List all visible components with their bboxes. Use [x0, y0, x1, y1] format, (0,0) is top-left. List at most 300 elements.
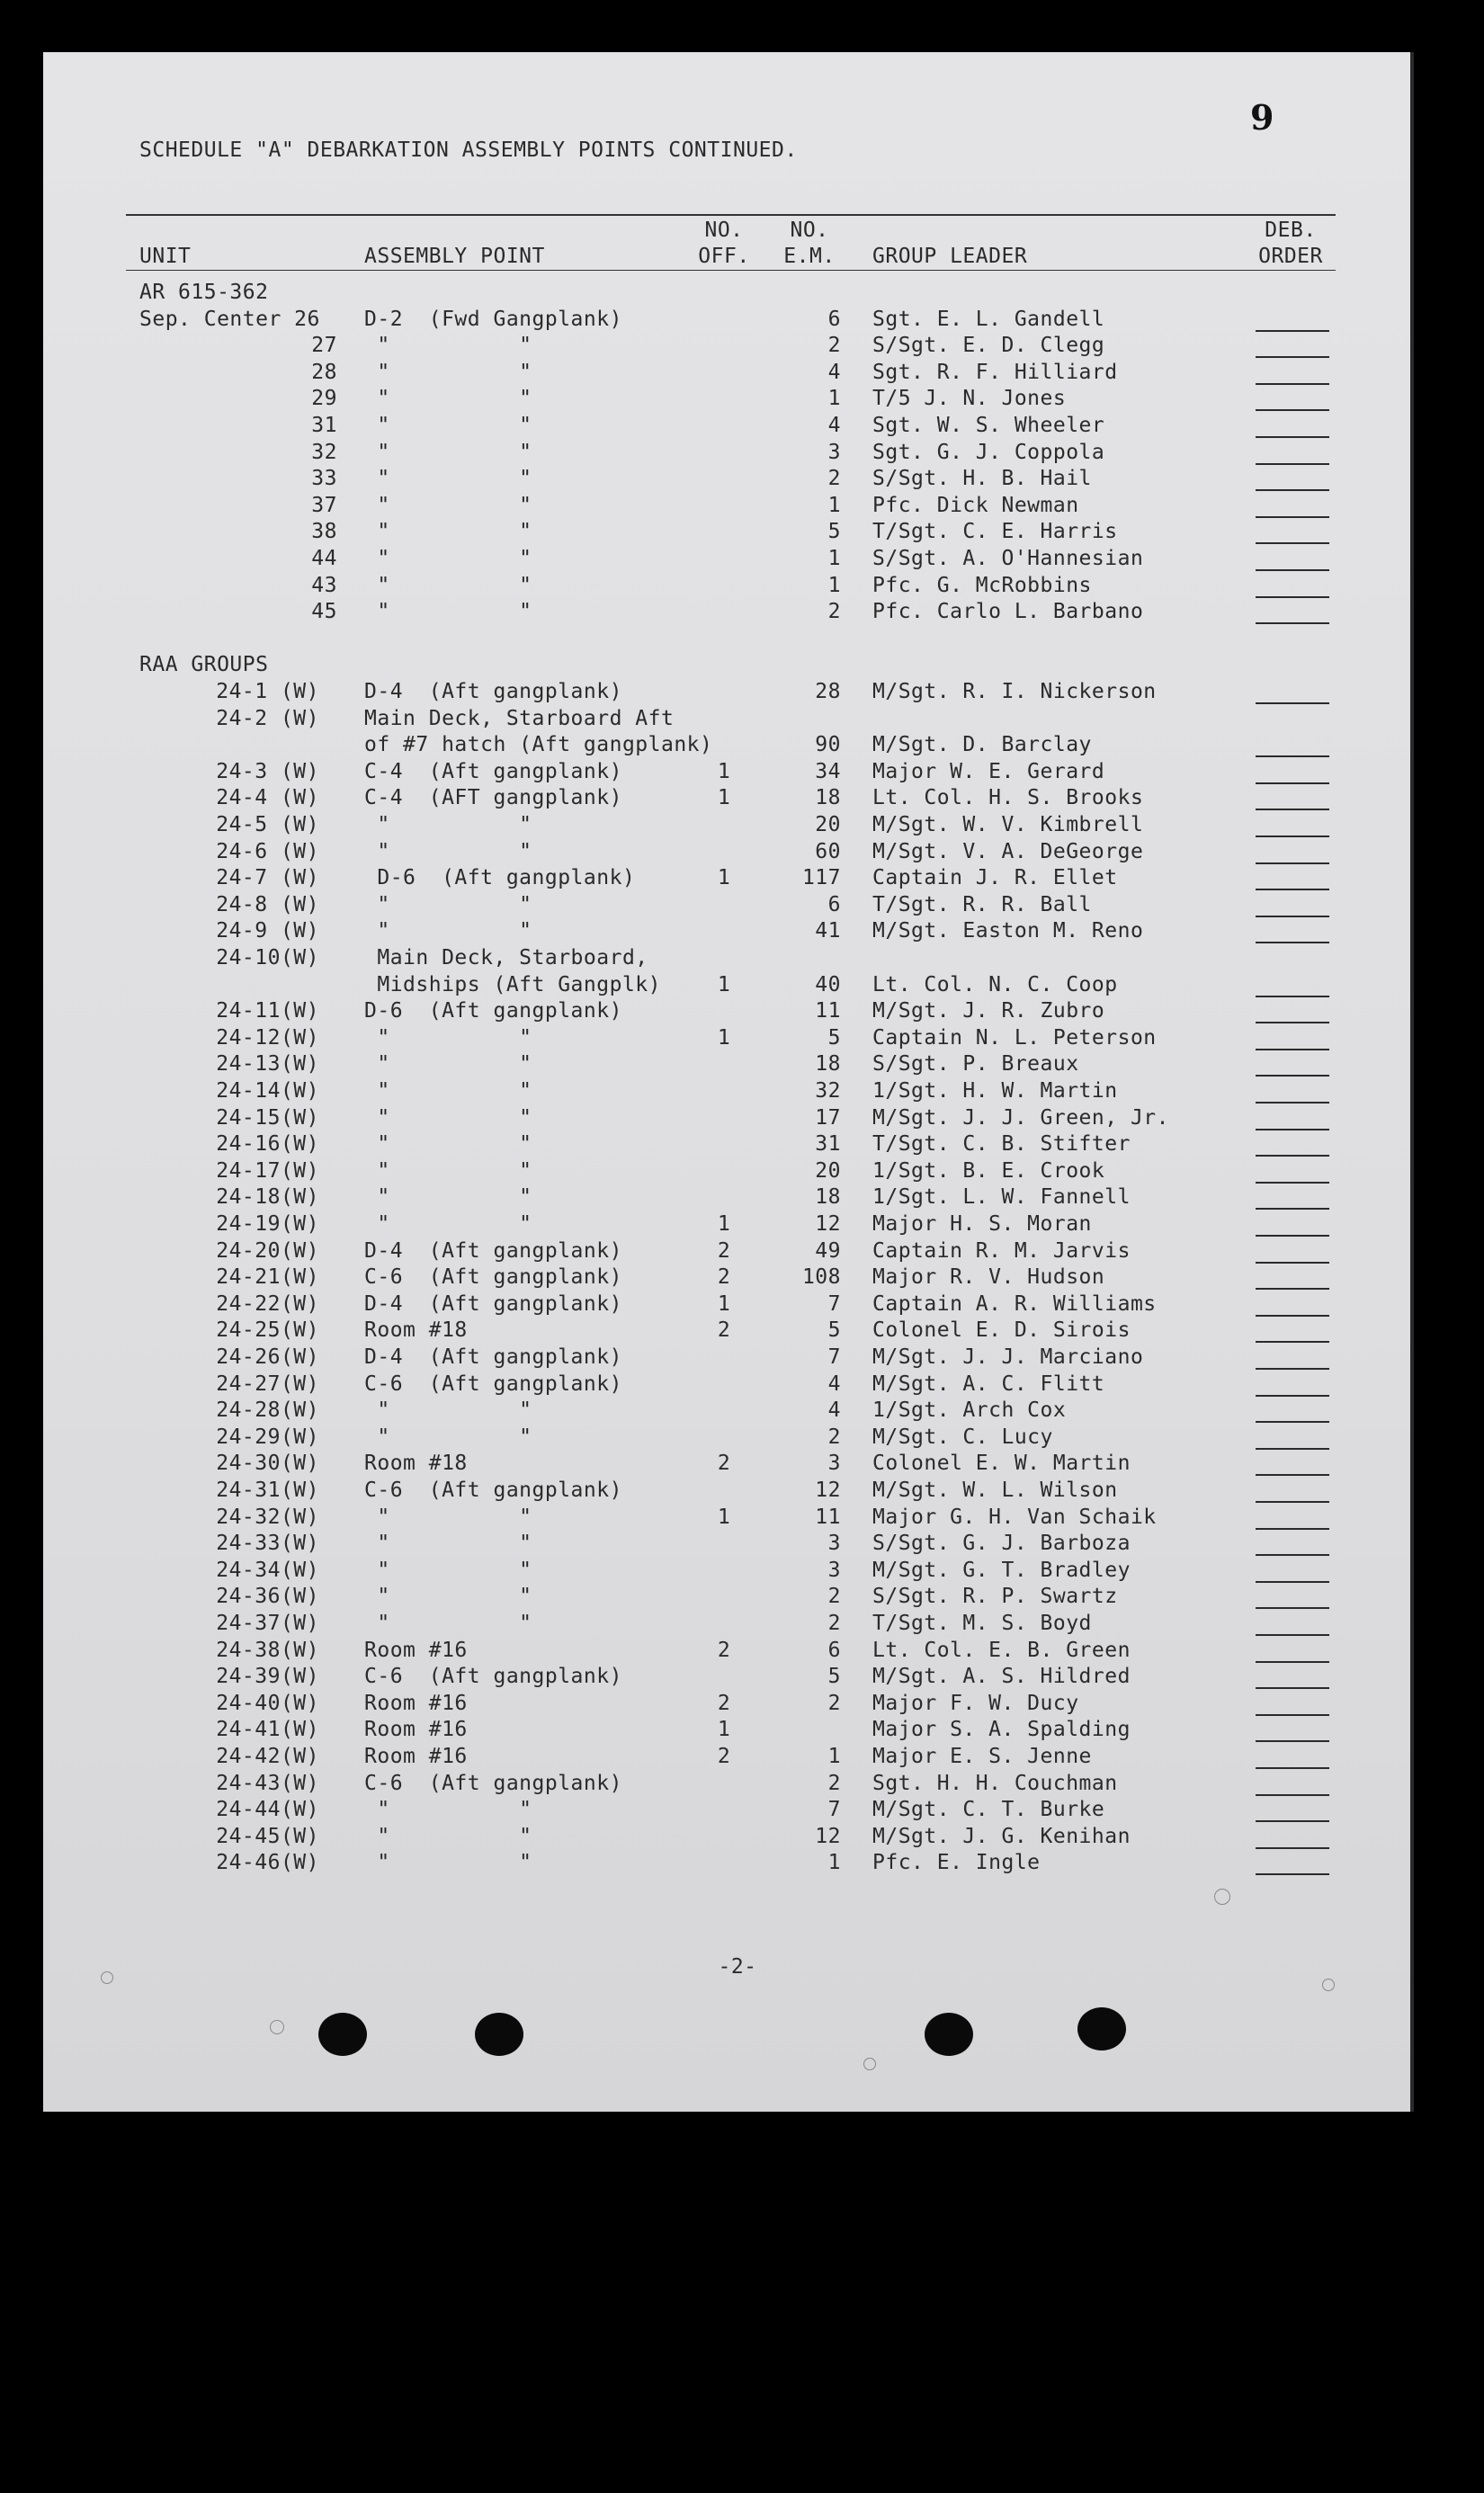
footer-page-number: -2-: [718, 1955, 757, 1979]
enlisted-count-cell: 1: [827, 387, 841, 410]
debarkation-order-blank: [1256, 622, 1329, 624]
assembly-point-cell: " ": [364, 919, 532, 943]
debarkation-order-blank: [1256, 1208, 1329, 1210]
assembly-point-cell: " ": [364, 467, 532, 490]
assembly-point-cell: " ": [364, 840, 532, 863]
debarkation-order-blank: [1256, 1235, 1329, 1237]
unit-cell: 24-13(W): [216, 1052, 319, 1076]
unit-cell: 24-45(W): [216, 1825, 319, 1848]
assembly-point-cell: D-4 (Aft gangplank): [364, 1239, 622, 1263]
unit-cell: AR 615-362: [139, 281, 269, 304]
group-leader-cell: 1/Sgt. Arch Cox: [872, 1398, 1067, 1422]
group-leader-cell: Captain A. R. Williams: [872, 1292, 1157, 1316]
debarkation-order-blank: [1256, 1661, 1329, 1663]
assembly-point-cell: C-6 (Aft gangplank): [364, 1265, 622, 1289]
officers-count-cell: 2: [717, 1639, 731, 1662]
unit-cell: 24-2 (W): [216, 707, 319, 730]
unit-cell: 24-12(W): [216, 1026, 319, 1050]
enlisted-count-cell: 6: [827, 1639, 841, 1662]
assembly-point-cell: D-2 (Fwd Gangplank): [364, 308, 622, 331]
debarkation-order-blank: [1256, 1421, 1329, 1423]
unit-cell: 24-40(W): [216, 1692, 319, 1715]
debarkation-order-blank: [1256, 835, 1329, 837]
unit-cell: 24-30(W): [216, 1452, 319, 1475]
header-top-rule: [126, 214, 1336, 216]
enlisted-count-cell: 4: [827, 1372, 841, 1396]
officers-count-cell: 2: [717, 1745, 731, 1768]
unit-cell: 24-34(W): [216, 1559, 319, 1582]
assembly-point-cell: D-4 (Aft gangplank): [364, 1345, 622, 1369]
assembly-point-cell: " ": [364, 1612, 532, 1635]
debarkation-order-blank: [1256, 1740, 1329, 1742]
group-leader-cell: M/Sgt. R. I. Nickerson: [872, 680, 1157, 703]
punch-hole: [318, 2013, 367, 2056]
header-unit: UNIT: [139, 245, 192, 268]
debarkation-order-blank: [1256, 1873, 1329, 1875]
enlisted-count-cell: 3: [827, 1532, 841, 1555]
unit-cell: 24-11(W): [216, 999, 319, 1023]
group-leader-cell: S/Sgt. H. B. Hail: [872, 467, 1092, 490]
group-leader-cell: Major W. E. Gerard: [872, 760, 1105, 783]
unit-cell: 24-39(W): [216, 1665, 319, 1688]
debarkation-order-blank: [1256, 1767, 1329, 1769]
enlisted-count-cell: 20: [815, 1159, 841, 1183]
assembly-point-cell: " ": [364, 334, 532, 357]
enlisted-count-cell: 90: [815, 733, 841, 756]
assembly-point-cell: " ": [364, 1506, 532, 1529]
unit-cell: 29: [311, 387, 337, 410]
group-leader-cell: 1/Sgt. B. E. Crook: [872, 1159, 1105, 1183]
unit-cell: 44: [311, 547, 337, 570]
unit-cell: 37: [311, 494, 337, 517]
group-leader-cell: Colonel E. D. Sirois: [872, 1318, 1131, 1342]
enlisted-count-cell: 2: [827, 334, 841, 357]
assembly-point-cell: C-6 (Aft gangplank): [364, 1479, 622, 1502]
enlisted-count-cell: 2: [827, 1692, 841, 1715]
officers-count-cell: 2: [717, 1692, 731, 1715]
debarkation-order-blank: [1256, 1102, 1329, 1104]
debarkation-order-blank: [1256, 1341, 1329, 1343]
debarkation-order-blank: [1256, 383, 1329, 385]
assembly-point-cell: C-6 (Aft gangplank): [364, 1665, 622, 1688]
group-leader-cell: Major R. V. Hudson: [872, 1265, 1105, 1289]
enlisted-count-cell: 5: [827, 1026, 841, 1050]
assembly-point-cell: " ": [364, 547, 532, 570]
group-leader-cell: M/Sgt. V. A. DeGeorge: [872, 840, 1144, 863]
assembly-point-cell: of #7 hatch (Aft gangplank): [364, 733, 713, 756]
enlisted-count-cell: 34: [815, 760, 841, 783]
assembly-point-cell: Room #16: [364, 1639, 468, 1662]
assembly-point-cell: Room #18: [364, 1452, 468, 1475]
enlisted-count-cell: 6: [827, 893, 841, 916]
officers-count-cell: 1: [717, 760, 731, 783]
enlisted-count-cell: 31: [815, 1132, 841, 1156]
unit-cell: 24-18(W): [216, 1185, 319, 1209]
assembly-point-cell: C-4 (Aft gangplank): [364, 760, 622, 783]
group-leader-cell: Sgt. E. L. Gandell: [872, 308, 1105, 331]
assembly-point-cell: " ": [364, 494, 532, 517]
punch-hole: [1077, 2007, 1126, 2051]
debarkation-order-blank: [1256, 702, 1329, 704]
unit-cell: 24-32(W): [216, 1506, 319, 1529]
enlisted-count-cell: 2: [827, 1772, 841, 1795]
enlisted-count-cell: 18: [815, 786, 841, 809]
assembly-point-cell: " ": [364, 1052, 532, 1076]
assembly-point-cell: D-6 (Aft gangplank): [364, 866, 636, 889]
assembly-point-cell: " ": [364, 1851, 532, 1874]
enlisted-count-cell: 18: [815, 1185, 841, 1209]
enlisted-count-cell: 20: [815, 813, 841, 836]
enlisted-count-cell: 5: [827, 1665, 841, 1688]
debarkation-order-blank: [1256, 1820, 1329, 1822]
debarkation-order-blank: [1256, 1714, 1329, 1716]
unit-cell: 24-28(W): [216, 1398, 319, 1422]
group-leader-cell: M/Sgt. W. L. Wilson: [872, 1479, 1118, 1502]
enlisted-count-cell: 18: [815, 1052, 841, 1076]
assembly-point-cell: D-4 (Aft gangplank): [364, 1292, 622, 1316]
enlisted-count-cell: 1: [827, 547, 841, 570]
debarkation-order-blank: [1256, 1262, 1329, 1264]
officers-count-cell: 1: [717, 866, 731, 889]
punch-hole: [925, 2013, 973, 2056]
unit-cell: 24-6 (W): [216, 840, 319, 863]
unit-cell: 43: [311, 574, 337, 597]
speck: [863, 2058, 876, 2070]
group-leader-cell: M/Sgt. J. R. Zubro: [872, 999, 1105, 1023]
debarkation-order-blank: [1256, 1049, 1329, 1050]
speck: [101, 1971, 113, 1984]
unit-cell: 38: [311, 520, 337, 543]
header-deb-bottom: ORDER: [1258, 245, 1323, 268]
debarkation-order-blank: [1256, 755, 1329, 757]
enlisted-count-cell: 12: [815, 1825, 841, 1848]
unit-cell: 24-9 (W): [216, 919, 319, 943]
group-leader-cell: 1/Sgt. H. W. Martin: [872, 1079, 1118, 1103]
debarkation-order-blank: [1256, 463, 1329, 465]
header-no-off-bottom: OFF.: [698, 245, 750, 268]
enlisted-count-cell: 17: [815, 1106, 841, 1130]
group-leader-cell: T/Sgt. C. B. Stifter: [872, 1132, 1131, 1156]
header-no-em-top: NO.: [790, 219, 829, 242]
assembly-point-cell: " ": [364, 520, 532, 543]
debarkation-order-blank: [1256, 1288, 1329, 1290]
unit-cell: 24-3 (W): [216, 760, 319, 783]
officers-count-cell: 1: [717, 1026, 731, 1050]
group-leader-cell: T/5 J. N. Jones: [872, 387, 1067, 410]
officers-count-cell: 1: [717, 1212, 731, 1236]
debarkation-order-blank: [1256, 1395, 1329, 1397]
debarkation-order-blank: [1256, 1474, 1329, 1476]
enlisted-count-cell: 2: [827, 467, 841, 490]
group-leader-cell: Pfc. Dick Newman: [872, 494, 1079, 517]
group-leader-cell: Lt. Col. H. S. Brooks: [872, 786, 1144, 809]
debarkation-order-blank: [1256, 489, 1329, 491]
assembly-point-cell: D-6 (Aft gangplank): [364, 999, 622, 1023]
unit-cell: 24-43(W): [216, 1772, 319, 1795]
debarkation-order-blank: [1256, 1581, 1329, 1583]
debarkation-order-blank: [1256, 596, 1329, 598]
enlisted-count-cell: 1: [827, 574, 841, 597]
assembly-point-cell: " ": [364, 414, 532, 437]
group-leader-cell: Lt. Col. N. C. Coop: [872, 973, 1118, 996]
enlisted-count-cell: 4: [827, 361, 841, 384]
enlisted-count-cell: 7: [827, 1345, 841, 1369]
enlisted-count-cell: 1: [827, 1745, 841, 1768]
enlisted-count-cell: 12: [815, 1212, 841, 1236]
enlisted-count-cell: 1: [827, 494, 841, 517]
group-leader-cell: Colonel E. W. Martin: [872, 1452, 1131, 1475]
debarkation-order-blank: [1256, 782, 1329, 784]
unit-cell: 24-15(W): [216, 1106, 319, 1130]
group-leader-cell: S/Sgt. A. O'Hannesian: [872, 547, 1144, 570]
debarkation-order-blank: [1256, 889, 1329, 890]
debarkation-order-blank: [1256, 1847, 1329, 1849]
unit-cell: 24-5 (W): [216, 813, 319, 836]
header-deb-top: DEB.: [1265, 219, 1317, 242]
unit-cell: 24-17(W): [216, 1159, 319, 1183]
group-leader-cell: Major S. A. Spalding: [872, 1718, 1131, 1741]
debarkation-order-blank: [1256, 1448, 1329, 1450]
officers-count-cell: 1: [717, 973, 731, 996]
debarkation-order-blank: [1256, 436, 1329, 438]
unit-cell: 24-36(W): [216, 1585, 319, 1608]
assembly-point-cell: " ": [364, 600, 532, 623]
unit-cell: 24-20(W): [216, 1239, 319, 1263]
group-leader-cell: Sgt. R. F. Hilliard: [872, 361, 1118, 384]
assembly-point-cell: " ": [364, 1106, 532, 1130]
enlisted-count-cell: 60: [815, 840, 841, 863]
assembly-point-cell: Midships (Aft Gangplk): [364, 973, 661, 996]
unit-cell: 24-10(W): [216, 946, 319, 970]
group-leader-cell: Major F. W. Ducy: [872, 1692, 1079, 1715]
enlisted-count-cell: 49: [815, 1239, 841, 1263]
debarkation-order-blank: [1256, 1528, 1329, 1530]
header-bottom-rule: [126, 270, 1336, 271]
enlisted-count-cell: 11: [815, 1506, 841, 1529]
enlisted-count-cell: 2: [827, 1425, 841, 1449]
debarkation-order-blank: [1256, 542, 1329, 544]
officers-count-cell: 1: [717, 1292, 731, 1316]
unit-cell: 24-14(W): [216, 1079, 319, 1103]
enlisted-count-cell: 1: [827, 1851, 841, 1874]
header-no-em-bottom: E.M.: [783, 245, 836, 268]
group-leader-cell: M/Sgt. A. C. Flitt: [872, 1372, 1105, 1396]
unit-cell: 24-37(W): [216, 1612, 319, 1635]
unit-cell: 24-41(W): [216, 1718, 319, 1741]
debarkation-order-blank: [1256, 1129, 1329, 1130]
officers-count-cell: 2: [717, 1239, 731, 1263]
assembly-point-cell: " ": [364, 813, 532, 836]
assembly-point-cell: " ": [364, 893, 532, 916]
assembly-point-cell: Room #16: [364, 1745, 468, 1768]
group-leader-cell: M/Sgt. J. J. Marciano: [872, 1345, 1144, 1369]
unit-cell: 27: [311, 334, 337, 357]
enlisted-count-cell: 2: [827, 1612, 841, 1635]
punch-hole: [475, 2013, 523, 2056]
group-leader-cell: T/Sgt. C. E. Harris: [872, 520, 1118, 543]
officers-count-cell: 1: [717, 1506, 731, 1529]
group-leader-cell: Pfc. Carlo L. Barbano: [872, 600, 1144, 623]
group-leader-cell: Captain R. M. Jarvis: [872, 1239, 1131, 1263]
assembly-point-cell: " ": [364, 1212, 532, 1236]
debarkation-order-blank: [1256, 1794, 1329, 1796]
speck: [1214, 1889, 1230, 1905]
enlisted-count-cell: 4: [827, 414, 841, 437]
unit-cell: 24-4 (W): [216, 786, 319, 809]
debarkation-order-blank: [1256, 1075, 1329, 1077]
enlisted-count-cell: 28: [815, 680, 841, 703]
header-no-off-top: NO.: [704, 219, 744, 242]
officers-count-cell: 1: [717, 786, 731, 809]
debarkation-order-blank: [1256, 1155, 1329, 1157]
group-leader-cell: T/Sgt. M. S. Boyd: [872, 1612, 1092, 1635]
assembly-point-cell: " ": [364, 1132, 532, 1156]
unit-cell: RAA GROUPS: [139, 653, 269, 676]
assembly-point-cell: Room #18: [364, 1318, 468, 1342]
debarkation-order-blank: [1256, 942, 1329, 943]
unit-cell: 24-46(W): [216, 1851, 319, 1874]
group-leader-cell: T/Sgt. R. R. Ball: [872, 893, 1092, 916]
unit-cell: 24-27(W): [216, 1372, 319, 1396]
assembly-point-cell: " ": [364, 1425, 532, 1449]
enlisted-count-cell: 2: [827, 600, 841, 623]
unit-cell: 24-44(W): [216, 1798, 319, 1821]
unit-cell: 24-21(W): [216, 1265, 319, 1289]
debarkation-order-blank: [1256, 1501, 1329, 1503]
unit-cell: 24-25(W): [216, 1318, 319, 1342]
assembly-point-cell: C-6 (Aft gangplank): [364, 1772, 622, 1795]
enlisted-count-cell: 7: [827, 1292, 841, 1316]
assembly-point-cell: " ": [364, 1079, 532, 1103]
enlisted-count-cell: 5: [827, 520, 841, 543]
group-leader-cell: M/Sgt. D. Barclay: [872, 733, 1092, 756]
debarkation-order-blank: [1256, 1687, 1329, 1689]
group-leader-cell: Sgt. W. S. Wheeler: [872, 414, 1105, 437]
enlisted-count-cell: 7: [827, 1798, 841, 1821]
debarkation-order-blank: [1256, 569, 1329, 571]
unit-cell: 24-22(W): [216, 1292, 319, 1316]
debarkation-order-blank: [1256, 1022, 1329, 1023]
debarkation-order-blank: [1256, 916, 1329, 917]
unit-cell: Sep. Center 26: [139, 308, 320, 331]
unit-cell: 24-38(W): [216, 1639, 319, 1662]
assembly-point-cell: Room #16: [364, 1692, 468, 1715]
group-leader-cell: S/Sgt. G. J. Barboza: [872, 1532, 1131, 1555]
debarkation-order-blank: [1256, 516, 1329, 518]
debarkation-order-blank: [1256, 1554, 1329, 1556]
debarkation-order-blank: [1256, 1315, 1329, 1317]
group-leader-cell: Major E. S. Jenne: [872, 1745, 1092, 1768]
debarkation-order-blank: [1256, 862, 1329, 864]
group-leader-cell: Lt. Col. E. B. Green: [872, 1639, 1131, 1662]
assembly-point-cell: " ": [364, 1159, 532, 1183]
assembly-point-cell: " ": [364, 387, 532, 410]
group-leader-cell: Captain J. R. Ellet: [872, 866, 1118, 889]
unit-cell: 24-31(W): [216, 1479, 319, 1502]
group-leader-cell: Sgt. G. J. Coppola: [872, 441, 1105, 464]
unit-cell: 24-26(W): [216, 1345, 319, 1369]
debarkation-order-blank: [1256, 356, 1329, 358]
assembly-point-cell: " ": [364, 1185, 532, 1209]
assembly-point-cell: " ": [364, 1398, 532, 1422]
unit-cell: 28: [311, 361, 337, 384]
group-leader-cell: Major H. S. Moran: [872, 1212, 1092, 1236]
officers-count-cell: 2: [717, 1452, 731, 1475]
unit-cell: 24-1 (W): [216, 680, 319, 703]
debarkation-order-blank: [1256, 1634, 1329, 1636]
speck: [1322, 1979, 1335, 1991]
debarkation-order-blank: [1256, 409, 1329, 411]
group-leader-cell: M/Sgt. Easton M. Reno: [872, 919, 1144, 943]
page-number: 9: [1250, 97, 1274, 138]
debarkation-order-blank: [1256, 809, 1329, 810]
assembly-point-cell: " ": [364, 1585, 532, 1608]
group-leader-cell: M/Sgt. J. J. Green, Jr.: [872, 1106, 1169, 1130]
unit-cell: 31: [311, 414, 337, 437]
assembly-point-cell: " ": [364, 1026, 532, 1050]
unit-cell: 32: [311, 441, 337, 464]
unit-cell: 24-8 (W): [216, 893, 319, 916]
unit-cell: 45: [311, 600, 337, 623]
group-leader-cell: M/Sgt. J. G. Kenihan: [872, 1825, 1131, 1848]
group-leader-cell: S/Sgt. R. P. Swartz: [872, 1585, 1118, 1608]
officers-count-cell: 1: [717, 1718, 731, 1741]
group-leader-cell: M/Sgt. A. S. Hildred: [872, 1665, 1131, 1688]
group-leader-cell: M/Sgt. G. T. Bradley: [872, 1559, 1131, 1582]
unit-cell: 24-19(W): [216, 1212, 319, 1236]
assembly-point-cell: Main Deck, Starboard,: [364, 946, 648, 970]
enlisted-count-cell: 3: [827, 1452, 841, 1475]
header-assembly-point: ASSEMBLY POINT: [364, 245, 545, 268]
group-leader-cell: Pfc. E. Ingle: [872, 1851, 1041, 1874]
enlisted-count-cell: 12: [815, 1479, 841, 1502]
assembly-point-cell: Main Deck, Starboard Aft: [364, 707, 675, 730]
header-group-leader: GROUP LEADER: [872, 245, 1028, 268]
debarkation-order-blank: [1256, 1182, 1329, 1184]
group-leader-cell: S/Sgt. P. Breaux: [872, 1052, 1079, 1076]
enlisted-count-cell: 117: [801, 866, 841, 889]
enlisted-count-cell: 108: [801, 1265, 841, 1289]
enlisted-count-cell: 11: [815, 999, 841, 1023]
enlisted-count-cell: 3: [827, 1559, 841, 1582]
debarkation-order-blank: [1256, 1368, 1329, 1370]
group-leader-cell: M/Sgt. C. T. Burke: [872, 1798, 1105, 1821]
assembly-point-cell: " ": [364, 1532, 532, 1555]
enlisted-count-cell: 40: [815, 973, 841, 996]
assembly-point-cell: " ": [364, 1798, 532, 1821]
schedule-title: SCHEDULE "A" DEBARKATION ASSEMBLY POINTS CONTINUED.: [139, 138, 798, 162]
assembly-point-cell: " ": [364, 574, 532, 597]
group-leader-cell: Sgt. H. H. Couchman: [872, 1772, 1118, 1795]
unit-cell: 33: [311, 467, 337, 490]
group-leader-cell: Major G. H. Van Schaik: [872, 1506, 1157, 1529]
enlisted-count-cell: 4: [827, 1398, 841, 1422]
group-leader-cell: S/Sgt. E. D. Clegg: [872, 334, 1105, 357]
enlisted-count-cell: 5: [827, 1318, 841, 1342]
group-leader-cell: Pfc. G. McRobbins: [872, 574, 1092, 597]
assembly-point-cell: C-6 (Aft gangplank): [364, 1372, 622, 1396]
group-leader-cell: Captain N. L. Peterson: [872, 1026, 1157, 1050]
assembly-point-cell: " ": [364, 361, 532, 384]
debarkation-order-blank: [1256, 330, 1329, 332]
unit-cell: 24-29(W): [216, 1425, 319, 1449]
officers-count-cell: 2: [717, 1318, 731, 1342]
group-leader-cell: M/Sgt. C. Lucy: [872, 1425, 1053, 1449]
group-leader-cell: 1/Sgt. L. W. Fannell: [872, 1185, 1131, 1209]
speck: [270, 2020, 284, 2034]
assembly-point-cell: Room #16: [364, 1718, 468, 1741]
assembly-point-cell: C-4 (AFT gangplank): [364, 786, 622, 809]
